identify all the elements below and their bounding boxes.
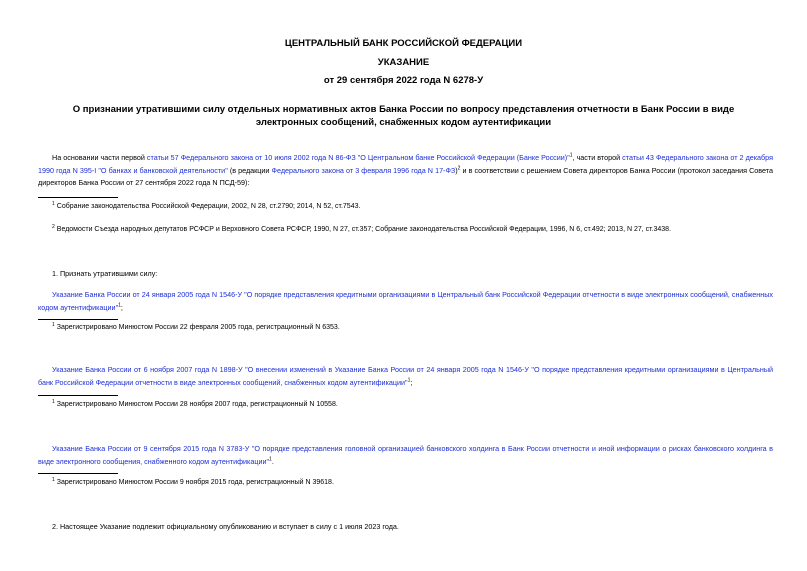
footnote-ref-1[interactable]: 1 [569,152,573,159]
footnote-divider [38,395,118,396]
footnote-2 [52,224,772,235]
doc-title: О признании утратившими силу отдельных нормативных актов Банка России по вопросу представления отчетности в Банк России в виде электронных сообщений, снабженных кодом аутентификации [72,104,735,128]
preamble-text-4: ) [455,165,458,175]
act-1546-paragraph [38,289,773,314]
footnote-5 [52,477,772,488]
footnote-1 [52,201,772,212]
footnote-mark: 1 [52,476,55,483]
footnote-divider [38,473,118,474]
footnote-text: Зарегистрировано Минюстом России 28 ноября 2007 года, регистрационный N 10558. [56,401,338,408]
footnote-ref-3[interactable]: 1 [118,302,121,309]
footnote-divider [38,319,118,320]
act-1546-u-link[interactable]: Указание Банка России от 24 января 2005 года N 1546-У "О порядке представления кредитными организациями в Центральный банк Российской Федерации отчетности в виде электронных сообщений, снабженных кодом аутентификации" [38,290,773,312]
preamble-text-5: и в соответствии с решением Совета директоров Банка России (протокол заседания Совета директоров Банка России от 27 сентября 2022 года N ПСД-59): [38,165,773,187]
footnote-mark: 1 [52,200,55,207]
law-86-fz-link[interactable]: статьи 57 Федерального закона от 10 июля 2002 года N 86-ФЗ "О Центральном банке Российской Федерации (Банке России)" [146,153,570,162]
footnote-mark: 1 [52,398,55,405]
footnote-ref-2[interactable]: 2 [457,165,461,172]
footnote-text: Зарегистрировано Минюстом России 9 ноября 2015 года, регистрационный N 39618. [56,479,334,486]
law-17-fz-link[interactable]: Федерального закона от 3 февраля 1996 года N 17-ФЗ [271,165,456,175]
act-1546-tail: ; [120,302,123,312]
act-1898-paragraph [38,364,773,389]
item-1-text: 1. Признать утратившими силу: [52,269,158,278]
doc-type-heading: УКАЗАНИЕ [377,57,430,68]
preamble-text-2: , части второй [572,153,623,162]
footnote-text: Зарегистрировано Минюстом России 22 февраля 2005 года, регистрационный N 6353. [56,324,340,331]
doc-date-number: от 29 сентября 2022 года N 6278-У [323,75,484,86]
footnote-text: Ведомости Съезда народных депутатов РСФСР и Верховного Совета РСФСР, 1990, N 27, ст.357; Собрание законодательства Российской Федерации, 1996, N 6, ст.492; 2013, N 27, ст.3438. [56,226,672,233]
footnote-ref-5[interactable]: 1 [269,456,272,463]
footnote-text: Собрание законодательства Российской Федерации, 2002, N 28, ст.2790; 2014, N 52, ст.7543. [56,203,361,210]
item-1-paragraph [38,268,773,281]
org-heading: ЦЕНТРАЛЬНЫЙ БАНК РОССИЙСКОЙ ФЕДЕРАЦИИ [284,38,523,49]
act-3783-paragraph [38,443,773,468]
act-1898-u-link[interactable]: Указание Банка России от 6 ноября 2007 года N 1898-У "О внесении изменений в Указание Банка России от 24 января 2005 года N 1546-У "О порядке представления кредитными организациями в Центральный банк Российской Федерации отчетности в виде электронных сообщений, снабженных кодом аутентификации" [38,365,773,387]
item-2-text: 2. Настоящее Указание подлежит официальному опубликованию и вступает в силу с 1 июля 2023 года. [52,522,399,531]
footnote-divider [38,197,118,198]
preamble-paragraph [38,152,773,190]
footnote-mark: 2 [52,223,55,230]
preamble-text-1: На основании части первой [52,153,147,162]
footnote-ref-4[interactable]: 1 [407,377,411,384]
act-3783-u-link[interactable]: Указание Банка России от 9 сентября 2015 года N 3783-У "О порядке представления головной организацией банковского холдинга в Банк России отчетности и иной информации о рисках банковского холдинга в виде электронного сообщения, снабженного кодом аутентификации" [38,444,773,466]
footnote-4 [52,399,772,410]
act-1898-tail: ; [410,377,413,387]
law-395-1-link[interactable]: статьи 43 Федерального закона от 2 декабря 1990 года N 395-I "О банках и банковской деятельности" [38,153,773,175]
preamble-text-3: (в редакции [227,165,272,175]
act-3783-tail: . [271,456,274,466]
footnote-mark: 1 [52,321,55,328]
item-2-paragraph [38,521,773,534]
footnote-3 [52,322,772,333]
